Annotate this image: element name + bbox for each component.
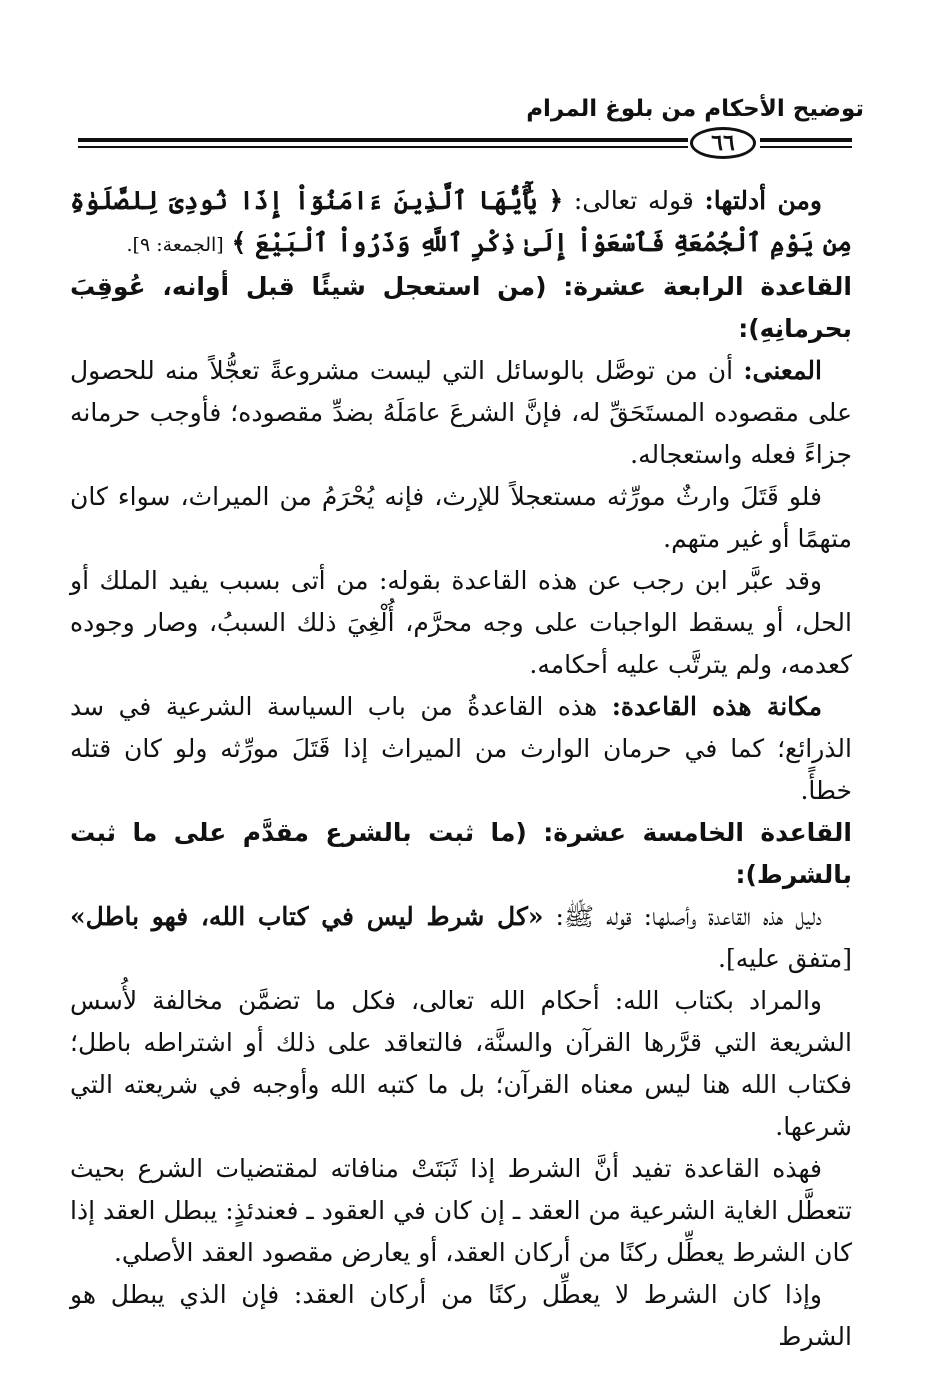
evidence-label: ومن أدلتها: [704,186,822,215]
meaning-label: المعنى: [743,356,822,385]
heading-rule-14: القاعدة الرابعة عشرة: (من استعجل شيئًا قبل أوانه، عُوقِبَ بحرمانِهِ): [70,272,852,343]
header-rule-right-thin [760,146,852,148]
hadith-text: «كل شرط ليس في كتاب الله، فهو باطل» [70,902,544,931]
quran-verse: ﴿ يَٰٓأَيُّهَا ٱلَّذِينَ ءَامَنُوٓاْ إِذَا نُودِىَ لِلصَّلَوٰةِ مِن يَوْمِ ٱلْجُمُعَةِ فَٱسْعَوْاْ إِلَىٰ ذِكْرِ ٱللَّهِ وَذَرُواْ ٱلْبَيْعَ ﴾ [70,186,852,257]
page-body [70,180,852,1358]
paragraph-rule-status [70,686,852,812]
paragraph-meaning [70,350,852,476]
hadith-reference: [متفق عليه]. [718,944,852,973]
paragraph-rule-benefit: فهذه القاعدة تفيد أنَّ الشرط إذا ثَبَتَتْ منافاته لمقتضيات الشرع بحيث تتعطَّل الغاية الشرعية من العقد ـ إن كان في العقود ـ فعندئذٍ: يبطل العقد إذا كان الشرط يعطِّل ركنًا من أركان العقد، أو يعارض مقصود العقد الأصلي. [70,1154,852,1267]
verse-reference: [الجمعة: ٩]. [126,234,224,256]
header-rule-left-thin [78,146,688,148]
paragraph-ibn-rajab: وقد عبَّر ابن رجب عن هذه القاعدة بقوله: من أتى بسبب يفيد الملك أو الحل، أو يسقط الواجبات على وجه محرَّم، أُلْغِيَ ذلك السببُ، وصار وجوده كعدمه، ولم يترتَّب عليه أحكامه. [70,566,852,679]
heading-rule-15: القاعدة الخامسة عشرة: (ما ثبت بالشرع مقدَّم على ما ثبت بالشرط): [70,818,852,889]
paragraph-hadith [70,896,852,980]
paragraph-condition: وإذا كان الشرط لا يعطِّل ركنًا من أركان العقد: فإن الذي يبطل هو الشرط [70,1280,852,1351]
rule-status-text: هذه القاعدةُ من باب السياسة الشرعية في سد الذرائع؛ كما في حرمان الوارث من الميراث إذا قَتَلَ مورِّثه ولو كان قتله خطأً. [70,692,852,805]
page-number: ٦٦ [690,127,756,159]
rule-status-label: مكانة هذه القاعدة: [611,692,822,721]
paragraph-evidence [70,180,852,266]
header-rule-right [760,138,852,142]
header-rule-left [78,138,688,142]
hadith-intro: دليل هذه القاعدة وأصلها: قوله ﷺ: [555,902,822,931]
paragraph-book-of-allah: والمراد بكتاب الله: أحكام الله تعالى، فكل ما تضمَّن مخالفة لأُسس الشريعة التي قرَّرها القرآن والسنَّة، فالتعاقد على ذلك أو اشتراطه باطل؛ فكتاب الله هنا ليس معناه القرآن؛ بل ما كتبه الله وأوجبه في شريعته التي شرعها. [70,986,852,1141]
meaning-text: أن من توصَّل بالوسائل التي ليست مشروعةً تعجُّلاً منه للحصول على مقصوده المستَحَقِّ له، فإنَّ الشرعَ عامَلَهُ بضدِّ مقصوده؛ فأوجب حرمانه جزاءً فعله واستعجاله. [70,356,852,469]
running-header: توضيح الأحكام من بلوغ المرام [526,96,864,122]
evidence-intro: قوله تعالى: [573,186,694,215]
paragraph-heir-example: فلو قَتَلَ وارثٌ مورِّثه مستعجلاً للإرث، فإنه يُحْرَمُ من الميراث، سواء كان متهمًا أو غير متهم. [70,482,852,553]
